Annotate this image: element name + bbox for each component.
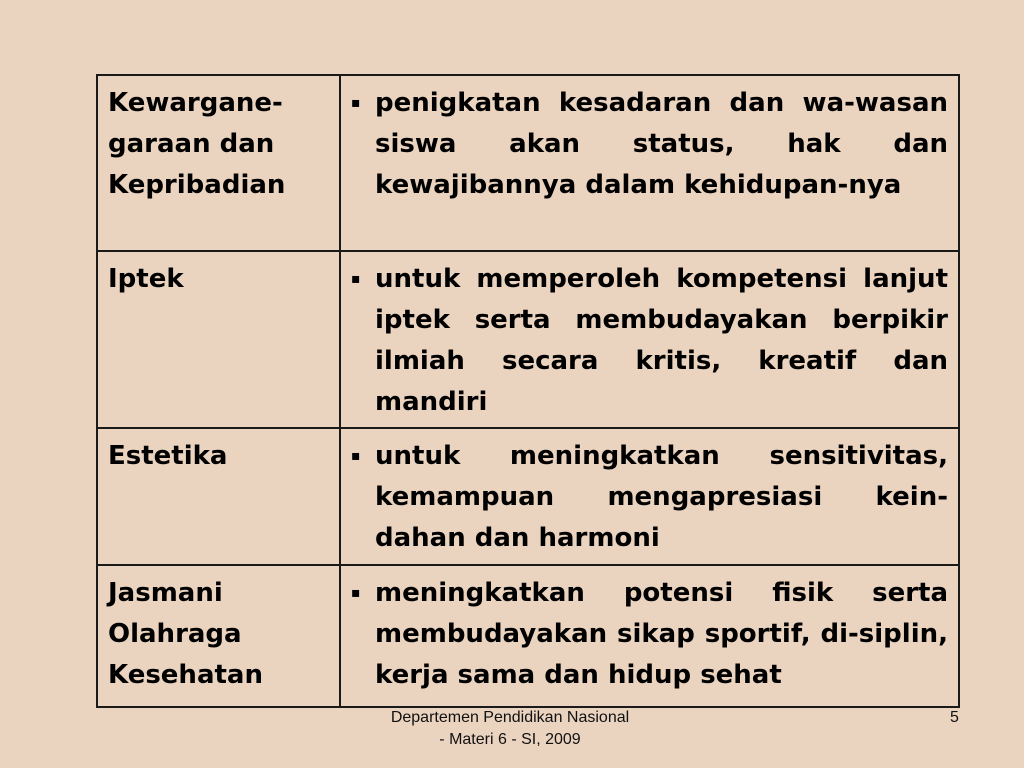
- description-text: untuk memperoleh kompetensi lanjut iptek serta membudayakan berpikir ilmiah secara kritis, kreatif dan mandiri: [375, 264, 948, 417]
- slide-footer: [340, 707, 680, 751]
- category-label: Kewargane- garaan dan Kepribadian: [108, 88, 286, 200]
- category-label: Iptek: [108, 264, 184, 294]
- square-bullet-icon: ▪: [351, 585, 361, 601]
- description-cell: [340, 251, 959, 428]
- footer-line-1: Departemen Pendidikan Nasional: [390, 709, 630, 726]
- bullet-item: [351, 573, 948, 696]
- table-row: [97, 251, 959, 428]
- description-cell: [340, 428, 959, 565]
- bullet-item: [351, 436, 948, 559]
- description-text: meningkatkan potensi fisik serta membudayakan sikap sportif, di-siplin, kerja sama dan hidup sehat: [375, 578, 948, 690]
- square-bullet-icon: ▪: [351, 95, 361, 111]
- category-label: Estetika: [108, 441, 228, 471]
- category-cell: [97, 428, 340, 565]
- category-cell: [97, 565, 340, 707]
- table-row: [97, 428, 959, 565]
- page-number: 5: [950, 709, 959, 726]
- category-cell: [97, 251, 340, 428]
- description-cell: [340, 75, 959, 251]
- description-cell: [340, 565, 959, 707]
- content-table: [96, 74, 960, 708]
- footer-line-2: - Materi 6 - SI, 2009: [439, 731, 581, 748]
- category-cell: [97, 75, 340, 251]
- category-label: Jasmani Olahraga Kesehatan: [108, 578, 263, 690]
- bullet-item: [351, 83, 948, 206]
- description-text: penigkatan kesadaran dan wa-wasan siswa akan status, hak dan kewajibannya dalam kehidupan-nya: [375, 88, 948, 200]
- table-row: [97, 565, 959, 707]
- description-text: untuk meningkatkan sensitivitas, kemampuan mengapresiasi kein-dahan dan harmoni: [375, 441, 948, 553]
- table-row: [97, 75, 959, 251]
- bullet-item: [351, 259, 948, 423]
- square-bullet-icon: ▪: [351, 448, 361, 464]
- square-bullet-icon: ▪: [351, 271, 361, 287]
